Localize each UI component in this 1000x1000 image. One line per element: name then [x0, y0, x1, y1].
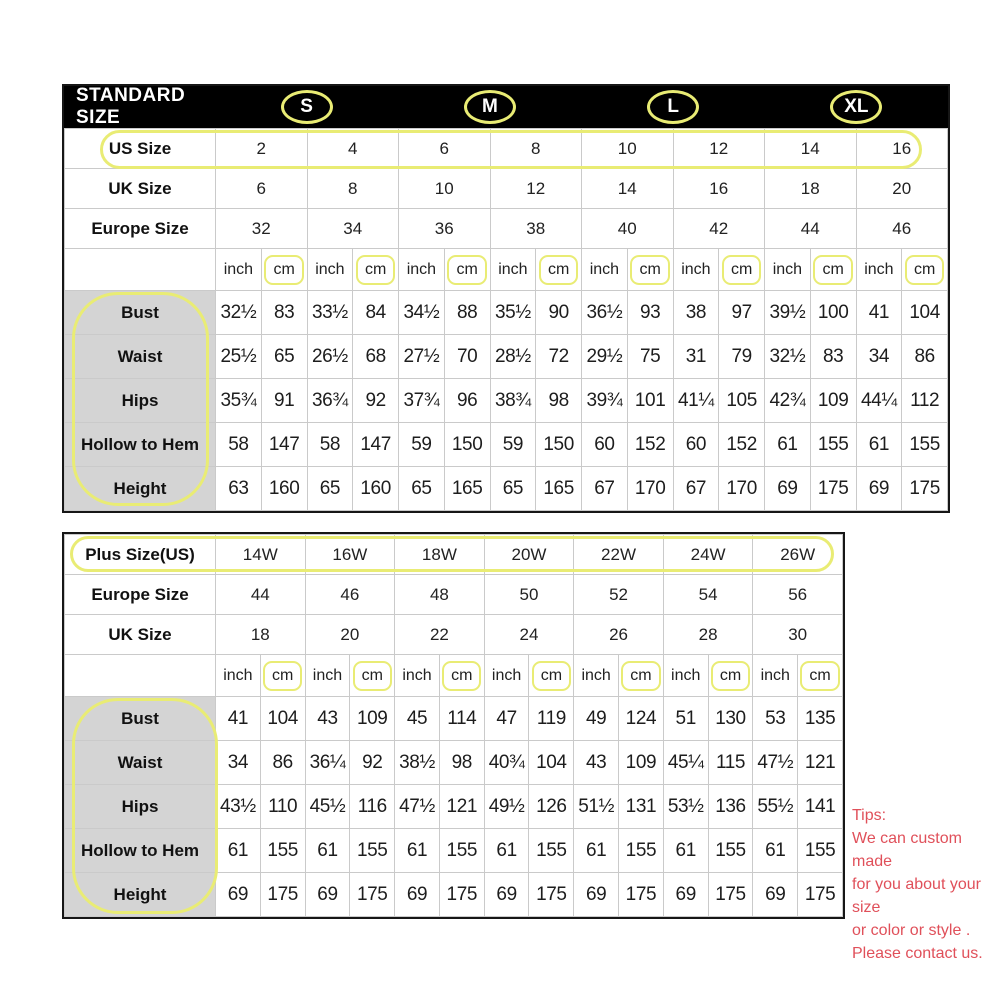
measurement-cell: 109	[350, 697, 395, 741]
cm-highlight-box: cm	[532, 661, 571, 691]
measurement-label: Height	[65, 873, 216, 917]
measurement-cell: 26½	[307, 335, 353, 379]
size-cell: 56	[753, 575, 843, 615]
measurement-cell: 98	[536, 379, 582, 423]
cm-unit-cell	[529, 655, 574, 697]
size-row	[65, 209, 948, 249]
measurement-row	[65, 873, 843, 917]
measurement-cell: 35½	[490, 291, 536, 335]
measurement-cell: 70	[444, 335, 490, 379]
row-label: UK Size	[65, 615, 216, 655]
size-cell: 46	[856, 209, 948, 249]
measurement-cell: 86	[902, 335, 948, 379]
tips-line: Please contact us.	[852, 945, 983, 962]
tips-note	[852, 804, 997, 965]
measurement-cell: 130	[708, 697, 753, 741]
size-cell: 4	[307, 129, 399, 169]
size-cell: 54	[663, 575, 753, 615]
cm-unit-cell	[627, 249, 673, 291]
plus-size-table	[62, 532, 845, 919]
measurement-cell: 115	[708, 741, 753, 785]
measurement-cell: 69	[753, 873, 798, 917]
measurement-cell: 112	[902, 379, 948, 423]
size-cell: 50	[484, 575, 574, 615]
cm-unit-cell	[619, 655, 664, 697]
size-group-circle-m: M	[464, 90, 516, 124]
tips-lines	[852, 827, 997, 965]
measurement-cell: 59	[399, 423, 445, 467]
inch-unit-cell: inch	[490, 249, 536, 291]
measurement-cell: 47½	[395, 785, 440, 829]
measurement-cell: 45	[395, 697, 440, 741]
measurement-cell: 61	[395, 829, 440, 873]
measurement-cell: 28½	[490, 335, 536, 379]
measurement-cell: 131	[619, 785, 664, 829]
cm-unit-cell	[798, 655, 843, 697]
measurement-cell: 43½	[216, 785, 261, 829]
cm-highlight-box: cm	[813, 255, 852, 285]
size-row	[65, 169, 948, 209]
measurement-cell: 36½	[582, 291, 628, 335]
measurement-cell: 45¼	[663, 741, 708, 785]
size-cell: 10	[399, 169, 491, 209]
measurement-cell: 45½	[305, 785, 350, 829]
measurement-cell: 83	[261, 291, 307, 335]
measurement-cell: 79	[719, 335, 765, 379]
measurement-cell: 67	[582, 467, 628, 511]
tips-line: for you about your size	[852, 876, 981, 916]
measurement-cell: 160	[353, 467, 399, 511]
measurement-cell: 60	[673, 423, 719, 467]
measurement-cell: 155	[708, 829, 753, 873]
measurement-label: Hips	[65, 785, 216, 829]
measurement-label: Hollow to Hem	[65, 829, 216, 873]
measurement-cell: 34	[856, 335, 902, 379]
measurement-cell: 119	[529, 697, 574, 741]
measurement-cell: 27½	[399, 335, 445, 379]
size-cell: 40	[582, 209, 674, 249]
measurement-row	[65, 467, 948, 511]
measurement-cell: 98	[439, 741, 484, 785]
measurement-cell: 121	[798, 741, 843, 785]
cm-highlight-box: cm	[264, 255, 303, 285]
measurement-cell: 150	[444, 423, 490, 467]
measurement-row	[65, 785, 843, 829]
measurement-cell: 84	[353, 291, 399, 335]
inch-unit-cell: inch	[305, 655, 350, 697]
cm-highlight-box: cm	[263, 661, 302, 691]
measurement-label: Hips	[65, 379, 216, 423]
cm-unit-cell	[719, 249, 765, 291]
cm-unit-cell	[444, 249, 490, 291]
measurement-label: Height	[65, 467, 216, 511]
size-cell: 18	[216, 615, 306, 655]
measurement-cell: 114	[439, 697, 484, 741]
size-cell: 26W	[753, 535, 843, 575]
size-cell: 44	[765, 209, 857, 249]
inch-unit-cell: inch	[765, 249, 811, 291]
row-label: Europe Size	[65, 209, 216, 249]
measurement-cell: 150	[536, 423, 582, 467]
cm-unit-cell	[439, 655, 484, 697]
cm-highlight-box: cm	[621, 661, 660, 691]
measurement-cell: 60	[582, 423, 628, 467]
measurement-cell: 135	[798, 697, 843, 741]
measurement-cell: 65	[307, 467, 353, 511]
measurement-cell: 39½	[765, 291, 811, 335]
measurement-cell: 36¾	[307, 379, 353, 423]
measurement-cell: 69	[395, 873, 440, 917]
measurement-cell: 25½	[216, 335, 262, 379]
measurement-cell: 44¼	[856, 379, 902, 423]
measurement-cell: 175	[902, 467, 948, 511]
measurement-row	[65, 291, 948, 335]
measurement-cell: 175	[529, 873, 574, 917]
cm-unit-cell	[708, 655, 753, 697]
measurement-cell: 96	[444, 379, 490, 423]
cm-highlight-box: cm	[800, 661, 839, 691]
measurement-cell: 121	[439, 785, 484, 829]
inch-unit-cell: inch	[216, 655, 261, 697]
size-cell: 18W	[395, 535, 485, 575]
size-group-labels	[215, 86, 948, 128]
measurement-cell: 53½	[663, 785, 708, 829]
cm-highlight-box: cm	[630, 255, 669, 285]
measurement-cell: 61	[216, 829, 261, 873]
size-cell: 30	[753, 615, 843, 655]
size-cell: 20	[305, 615, 395, 655]
measurement-row	[65, 379, 948, 423]
measurement-cell: 175	[350, 873, 395, 917]
measurement-cell: 100	[810, 291, 856, 335]
unit-row	[65, 655, 843, 697]
measurement-cell: 91	[261, 379, 307, 423]
size-cell: 34	[307, 209, 399, 249]
row-label: US Size	[65, 129, 216, 169]
cm-unit-cell	[536, 249, 582, 291]
measurement-cell: 92	[353, 379, 399, 423]
measurement-cell: 41	[856, 291, 902, 335]
measurement-row	[65, 335, 948, 379]
measurement-cell: 109	[619, 741, 664, 785]
size-cell: 8	[490, 129, 582, 169]
measurement-cell: 32½	[765, 335, 811, 379]
size-cell: 20W	[484, 535, 574, 575]
size-group	[765, 86, 948, 128]
measurement-cell: 67	[673, 467, 719, 511]
size-cell: 16	[673, 169, 765, 209]
measurement-cell: 37¾	[399, 379, 445, 423]
measurement-cell: 88	[444, 291, 490, 335]
cm-unit-cell	[353, 249, 399, 291]
measurement-label: Waist	[65, 335, 216, 379]
measurement-cell: 147	[261, 423, 307, 467]
size-cell: 8	[307, 169, 399, 209]
size-cell: 44	[216, 575, 306, 615]
cm-unit-cell	[810, 249, 856, 291]
cm-highlight-box: cm	[711, 661, 750, 691]
measurement-cell: 69	[765, 467, 811, 511]
size-cell: 24	[484, 615, 574, 655]
size-row	[65, 535, 843, 575]
measurement-row	[65, 741, 843, 785]
measurement-cell: 61	[765, 423, 811, 467]
measurement-row	[65, 829, 843, 873]
size-cell: 46	[305, 575, 395, 615]
measurement-cell: 32½	[216, 291, 262, 335]
measurement-cell: 61	[856, 423, 902, 467]
measurement-cell: 69	[305, 873, 350, 917]
measurement-cell: 155	[798, 829, 843, 873]
measurement-row	[65, 423, 948, 467]
size-cell: 14W	[216, 535, 306, 575]
measurement-cell: 110	[260, 785, 305, 829]
measurement-cell: 170	[627, 467, 673, 511]
cm-unit-cell	[902, 249, 948, 291]
measurement-cell: 155	[810, 423, 856, 467]
measurement-cell: 31	[673, 335, 719, 379]
cm-highlight-box: cm	[722, 255, 761, 285]
size-cell: 20	[856, 169, 948, 209]
measurement-cell: 61	[305, 829, 350, 873]
cm-highlight-box: cm	[905, 255, 944, 285]
measurement-cell: 83	[810, 335, 856, 379]
measurement-cell: 165	[444, 467, 490, 511]
measurement-cell: 61	[484, 829, 529, 873]
measurement-cell: 43	[305, 697, 350, 741]
measurement-cell: 152	[719, 423, 765, 467]
measurement-cell: 36¼	[305, 741, 350, 785]
measurement-cell: 69	[856, 467, 902, 511]
measurement-cell: 38	[673, 291, 719, 335]
standard-size-grid	[64, 128, 948, 511]
size-cell: 10	[582, 129, 674, 169]
measurement-label: Hollow to Hem	[65, 423, 216, 467]
measurement-cell: 175	[798, 873, 843, 917]
inch-unit-cell: inch	[582, 249, 628, 291]
size-cell: 32	[216, 209, 308, 249]
size-cell: 38	[490, 209, 582, 249]
measurement-row	[65, 697, 843, 741]
cm-unit-cell	[350, 655, 395, 697]
inch-unit-cell: inch	[395, 655, 440, 697]
measurement-cell: 40¾	[484, 741, 529, 785]
measurement-cell: 43	[574, 741, 619, 785]
measurement-cell: 49	[574, 697, 619, 741]
measurement-cell: 47½	[753, 741, 798, 785]
measurement-cell: 155	[350, 829, 395, 873]
inch-unit-cell: inch	[856, 249, 902, 291]
size-group	[215, 86, 398, 128]
row-label: Europe Size	[65, 575, 216, 615]
inch-unit-cell: inch	[663, 655, 708, 697]
inch-unit-cell: inch	[307, 249, 353, 291]
size-cell: 24W	[663, 535, 753, 575]
inch-unit-cell: inch	[673, 249, 719, 291]
size-row	[65, 129, 948, 169]
measurement-cell: 63	[216, 467, 262, 511]
size-group	[398, 86, 581, 128]
size-cell: 26	[574, 615, 664, 655]
size-cell: 12	[673, 129, 765, 169]
size-cell: 22	[395, 615, 485, 655]
size-cell: 14	[765, 129, 857, 169]
measurement-cell: 175	[619, 873, 664, 917]
measurement-cell: 175	[810, 467, 856, 511]
measurement-cell: 72	[536, 335, 582, 379]
measurement-cell: 65	[261, 335, 307, 379]
row-label	[65, 249, 216, 291]
measurement-cell: 104	[902, 291, 948, 335]
size-row	[65, 575, 843, 615]
measurement-cell: 124	[619, 697, 664, 741]
size-cell: 16	[856, 129, 948, 169]
measurement-cell: 126	[529, 785, 574, 829]
measurement-cell: 38¾	[490, 379, 536, 423]
inch-unit-cell: inch	[399, 249, 445, 291]
size-group	[582, 86, 765, 128]
measurement-cell: 58	[307, 423, 353, 467]
inch-unit-cell: inch	[216, 249, 262, 291]
measurement-cell: 41¼	[673, 379, 719, 423]
size-cell: 16W	[305, 535, 395, 575]
measurement-cell: 51	[663, 697, 708, 741]
size-cell: 18	[765, 169, 857, 209]
measurement-cell: 39¾	[582, 379, 628, 423]
measurement-cell: 155	[902, 423, 948, 467]
measurement-cell: 59	[490, 423, 536, 467]
measurement-cell: 55½	[753, 785, 798, 829]
measurement-cell: 49½	[484, 785, 529, 829]
measurement-cell: 105	[719, 379, 765, 423]
measurement-label: Waist	[65, 741, 216, 785]
size-cell: 36	[399, 209, 491, 249]
measurement-cell: 47	[484, 697, 529, 741]
measurement-cell: 42¾	[765, 379, 811, 423]
measurement-cell: 141	[798, 785, 843, 829]
measurement-cell: 38½	[395, 741, 440, 785]
row-label: Plus Size(US)	[65, 535, 216, 575]
size-cell: 14	[582, 169, 674, 209]
measurement-label: Bust	[65, 697, 216, 741]
measurement-cell: 109	[810, 379, 856, 423]
measurement-cell: 165	[536, 467, 582, 511]
measurement-cell: 147	[353, 423, 399, 467]
measurement-cell: 155	[529, 829, 574, 873]
size-cell: 42	[673, 209, 765, 249]
standard-size-title: STANDARD SIZE	[76, 85, 186, 128]
unit-row	[65, 249, 948, 291]
size-cell: 2	[216, 129, 308, 169]
measurement-cell: 175	[260, 873, 305, 917]
standard-size-table	[62, 84, 950, 513]
measurement-cell: 152	[627, 423, 673, 467]
size-cell: 28	[663, 615, 753, 655]
standard-size-header	[64, 86, 948, 128]
measurement-cell: 33½	[307, 291, 353, 335]
measurement-cell: 61	[663, 829, 708, 873]
measurement-cell: 136	[708, 785, 753, 829]
measurement-cell: 51½	[574, 785, 619, 829]
size-cell: 22W	[574, 535, 664, 575]
measurement-cell: 41	[216, 697, 261, 741]
cm-highlight-box: cm	[539, 255, 578, 285]
measurement-cell: 61	[753, 829, 798, 873]
measurement-cell: 69	[574, 873, 619, 917]
measurement-cell: 65	[490, 467, 536, 511]
measurement-cell: 69	[663, 873, 708, 917]
measurement-cell: 170	[719, 467, 765, 511]
measurement-cell: 34½	[399, 291, 445, 335]
measurement-cell: 155	[439, 829, 484, 873]
row-label: UK Size	[65, 169, 216, 209]
measurement-label: Bust	[65, 291, 216, 335]
measurement-cell: 61	[574, 829, 619, 873]
measurement-cell: 53	[753, 697, 798, 741]
measurement-cell: 101	[627, 379, 673, 423]
measurement-cell: 69	[484, 873, 529, 917]
size-cell: 6	[399, 129, 491, 169]
measurement-cell: 104	[529, 741, 574, 785]
measurement-cell: 34	[216, 741, 261, 785]
measurement-cell: 175	[439, 873, 484, 917]
size-cell: 12	[490, 169, 582, 209]
measurement-cell: 155	[619, 829, 664, 873]
measurement-cell: 90	[536, 291, 582, 335]
measurement-cell: 35¾	[216, 379, 262, 423]
measurement-cell: 92	[350, 741, 395, 785]
inch-unit-cell: inch	[574, 655, 619, 697]
measurement-cell: 116	[350, 785, 395, 829]
plus-size-grid	[64, 534, 843, 917]
measurement-cell: 86	[260, 741, 305, 785]
measurement-cell: 97	[719, 291, 765, 335]
measurement-cell: 75	[627, 335, 673, 379]
measurement-cell: 65	[399, 467, 445, 511]
measurement-cell: 68	[353, 335, 399, 379]
size-cell: 52	[574, 575, 664, 615]
cm-unit-cell	[261, 249, 307, 291]
cm-unit-cell	[260, 655, 305, 697]
size-cell: 48	[395, 575, 485, 615]
tips-line: We can custom made	[852, 830, 962, 870]
size-group-circle-xl: XL	[830, 90, 882, 124]
size-row	[65, 615, 843, 655]
measurement-cell: 58	[216, 423, 262, 467]
size-cell: 6	[216, 169, 308, 209]
row-label	[65, 655, 216, 697]
cm-highlight-box: cm	[447, 255, 486, 285]
measurement-cell: 69	[216, 873, 261, 917]
measurement-cell: 175	[708, 873, 753, 917]
measurement-cell: 104	[260, 697, 305, 741]
measurement-cell: 93	[627, 291, 673, 335]
tips-line: or color or style .	[852, 922, 971, 939]
measurement-cell: 160	[261, 467, 307, 511]
size-group-circle-s: S	[281, 90, 333, 124]
measurement-cell: 29½	[582, 335, 628, 379]
inch-unit-cell: inch	[484, 655, 529, 697]
cm-highlight-box: cm	[356, 255, 395, 285]
cm-highlight-box: cm	[442, 661, 481, 691]
cm-highlight-box: cm	[353, 661, 392, 691]
tips-title: Tips:	[852, 807, 887, 824]
size-group-circle-l: L	[647, 90, 699, 124]
measurement-cell: 155	[260, 829, 305, 873]
inch-unit-cell: inch	[753, 655, 798, 697]
